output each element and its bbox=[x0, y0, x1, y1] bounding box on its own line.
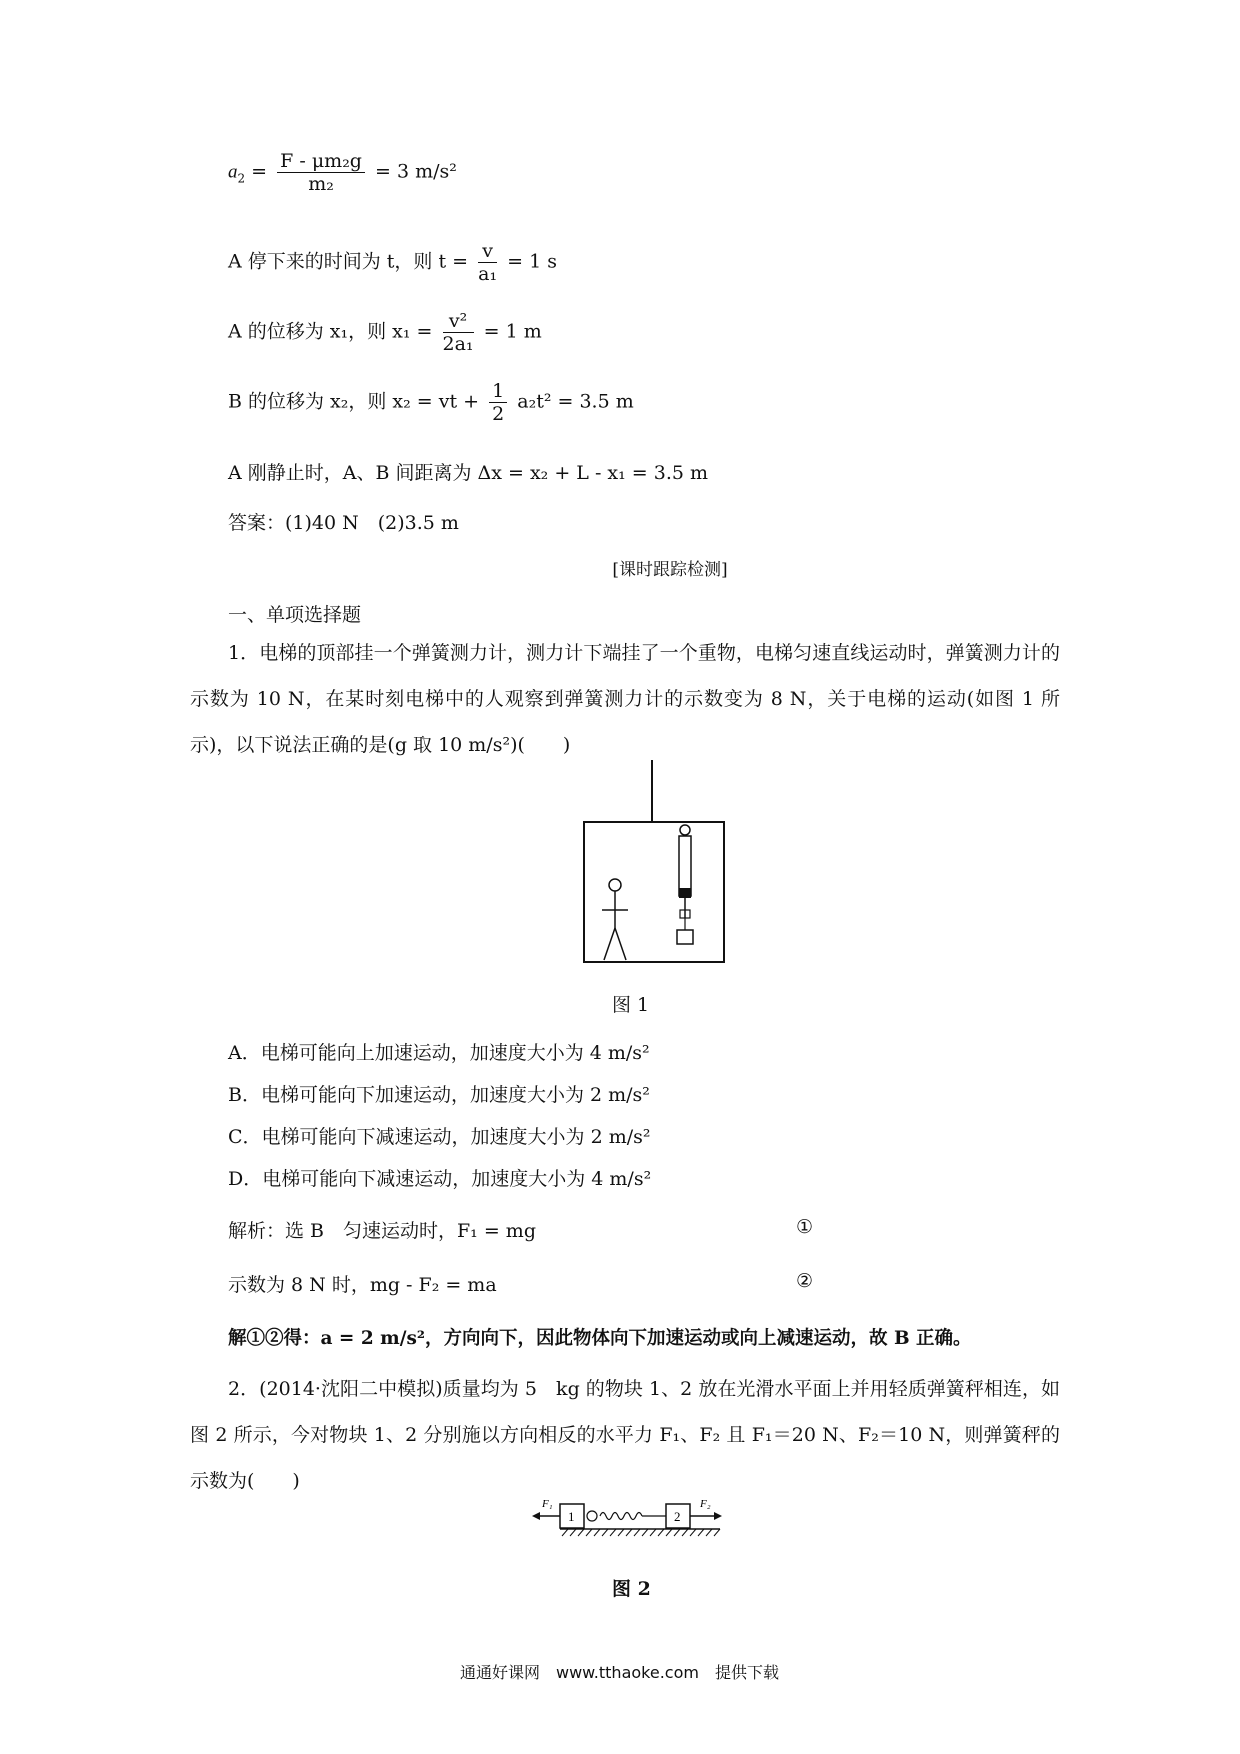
a2-result: = 3 m/s² bbox=[375, 160, 457, 183]
ground-surface bbox=[560, 1529, 720, 1536]
force-f1-arrow bbox=[532, 1498, 560, 1520]
distance-line: A 刚静止时，A、B 间距离为 Δx = x₂ + L - x₁ = 3.5 m bbox=[228, 462, 709, 484]
a2-denominator: m₂ bbox=[308, 173, 334, 195]
spring-blocks-figure bbox=[530, 1496, 740, 1546]
displacement-b-numerator: 1 bbox=[489, 380, 507, 403]
question-1-text: 1．电梯的顶部挂一个弹簧测力计，测力计下端挂了一个重物，电梯匀速直线运动时，弹簧测力计的示数为 10 N，在某时刻电梯中的人观察到弹簧测力计的示数变为 8 N，关于电梯的运动(如图 1 所示)，以下说法正确的是(g 取 10 m/s²)( ) bbox=[190, 642, 1060, 756]
analysis-line-3: 解①②得：a = 2 m/s²，方向向下，因此物体向下加速运动或向上减速运动，故 B 正确。 bbox=[228, 1328, 972, 1349]
displacement-b-fraction bbox=[489, 380, 507, 425]
block-1-label: 1 bbox=[568, 1509, 575, 1524]
person-figure bbox=[602, 879, 628, 960]
spring-scale-coil bbox=[587, 1511, 666, 1521]
a2-sub: 2 bbox=[237, 171, 246, 186]
option-b: B．电梯可能向下加速运动，加速度大小为 2 m/s² bbox=[228, 1084, 650, 1106]
a2-fraction bbox=[277, 150, 365, 195]
displacement-b-line bbox=[228, 380, 634, 425]
a2-symbol: a bbox=[228, 161, 238, 183]
question-2-text: 2．(2014·沈阳二中模拟)质量均为 5 kg 的物块 1、2 放在光滑水平面上并用轻质弹簧秤相连，如图 2 所示，今对物块 1、2 分别施以方向相反的水平力 F₁、F₂ 且 F₁＝20 N、F₂＝10 N，则弹簧秤的示数为( ) bbox=[190, 1378, 1060, 1492]
stop-time-result: = 1 s bbox=[507, 250, 557, 273]
option-c: C．电梯可能向下减速运动，加速度大小为 2 m/s² bbox=[228, 1126, 651, 1148]
section-heading: [课时跟踪检测] bbox=[612, 560, 728, 580]
part-title: 一、单项选择题 bbox=[228, 604, 362, 626]
figure-1-caption: 图 1 bbox=[612, 994, 650, 1016]
stop-time-fraction bbox=[478, 240, 497, 285]
a2-formula: $a_2$ = $\frac{\text{F - μm₂g}}{\text{m₂}}$ = 3 m/s² bbox=[228, 150, 457, 195]
answer-line: 答案：(1)40 N (2)3.5 m bbox=[228, 512, 459, 534]
equation-marker-2: ② bbox=[796, 1270, 814, 1292]
displacement-a-prefix: A 的位移为 x₁，则 x₁ = bbox=[228, 320, 433, 343]
displacement-b-result: a₂t² = 3.5 m bbox=[517, 390, 634, 413]
displacement-b-denominator: 2 bbox=[492, 403, 505, 425]
displacement-b-prefix: B 的位移为 x₂，则 x₂ = vt + bbox=[228, 390, 480, 413]
displacement-a-result: = 1 m bbox=[483, 320, 542, 343]
option-a: A．电梯可能向上加速运动，加速度大小为 4 m/s² bbox=[228, 1042, 650, 1064]
stop-time-prefix: A 停下来的时间为 t，则 t = bbox=[228, 250, 469, 273]
displacement-a-line bbox=[228, 310, 542, 355]
displacement-a-denominator: 2a₁ bbox=[442, 333, 474, 355]
option-d: D．电梯可能向下减速运动，加速度大小为 4 m/s² bbox=[228, 1168, 652, 1190]
block-2-label: 2 bbox=[674, 1509, 681, 1524]
displacement-a-numerator: v² bbox=[443, 310, 474, 333]
force-f1-label: F₁ bbox=[542, 1498, 553, 1510]
stop-time-line bbox=[228, 240, 557, 285]
footer-credit: 通通好课网 www.tthaoke.com 提供下载 bbox=[460, 1663, 779, 1682]
analysis-line-1: 解析：选 B 匀速运动时，F₁ = mg bbox=[228, 1220, 536, 1242]
elevator-car bbox=[584, 822, 724, 962]
a2-numerator: F - μm₂g bbox=[277, 150, 365, 173]
analysis-line-2: 示数为 8 N 时，mg - F₂ = ma bbox=[228, 1274, 497, 1296]
equation-marker-1: ① bbox=[796, 1216, 814, 1238]
force-f2-arrow bbox=[690, 1498, 722, 1520]
stop-time-denominator: a₁ bbox=[478, 263, 498, 285]
figure-2-caption: 图 2 bbox=[612, 1578, 651, 1600]
elevator-figure bbox=[580, 760, 740, 970]
stop-time-numerator: v bbox=[478, 240, 497, 263]
force-f2-label: F₂ bbox=[700, 1498, 711, 1510]
spring-scale bbox=[677, 825, 693, 944]
displacement-a-fraction bbox=[443, 310, 474, 355]
